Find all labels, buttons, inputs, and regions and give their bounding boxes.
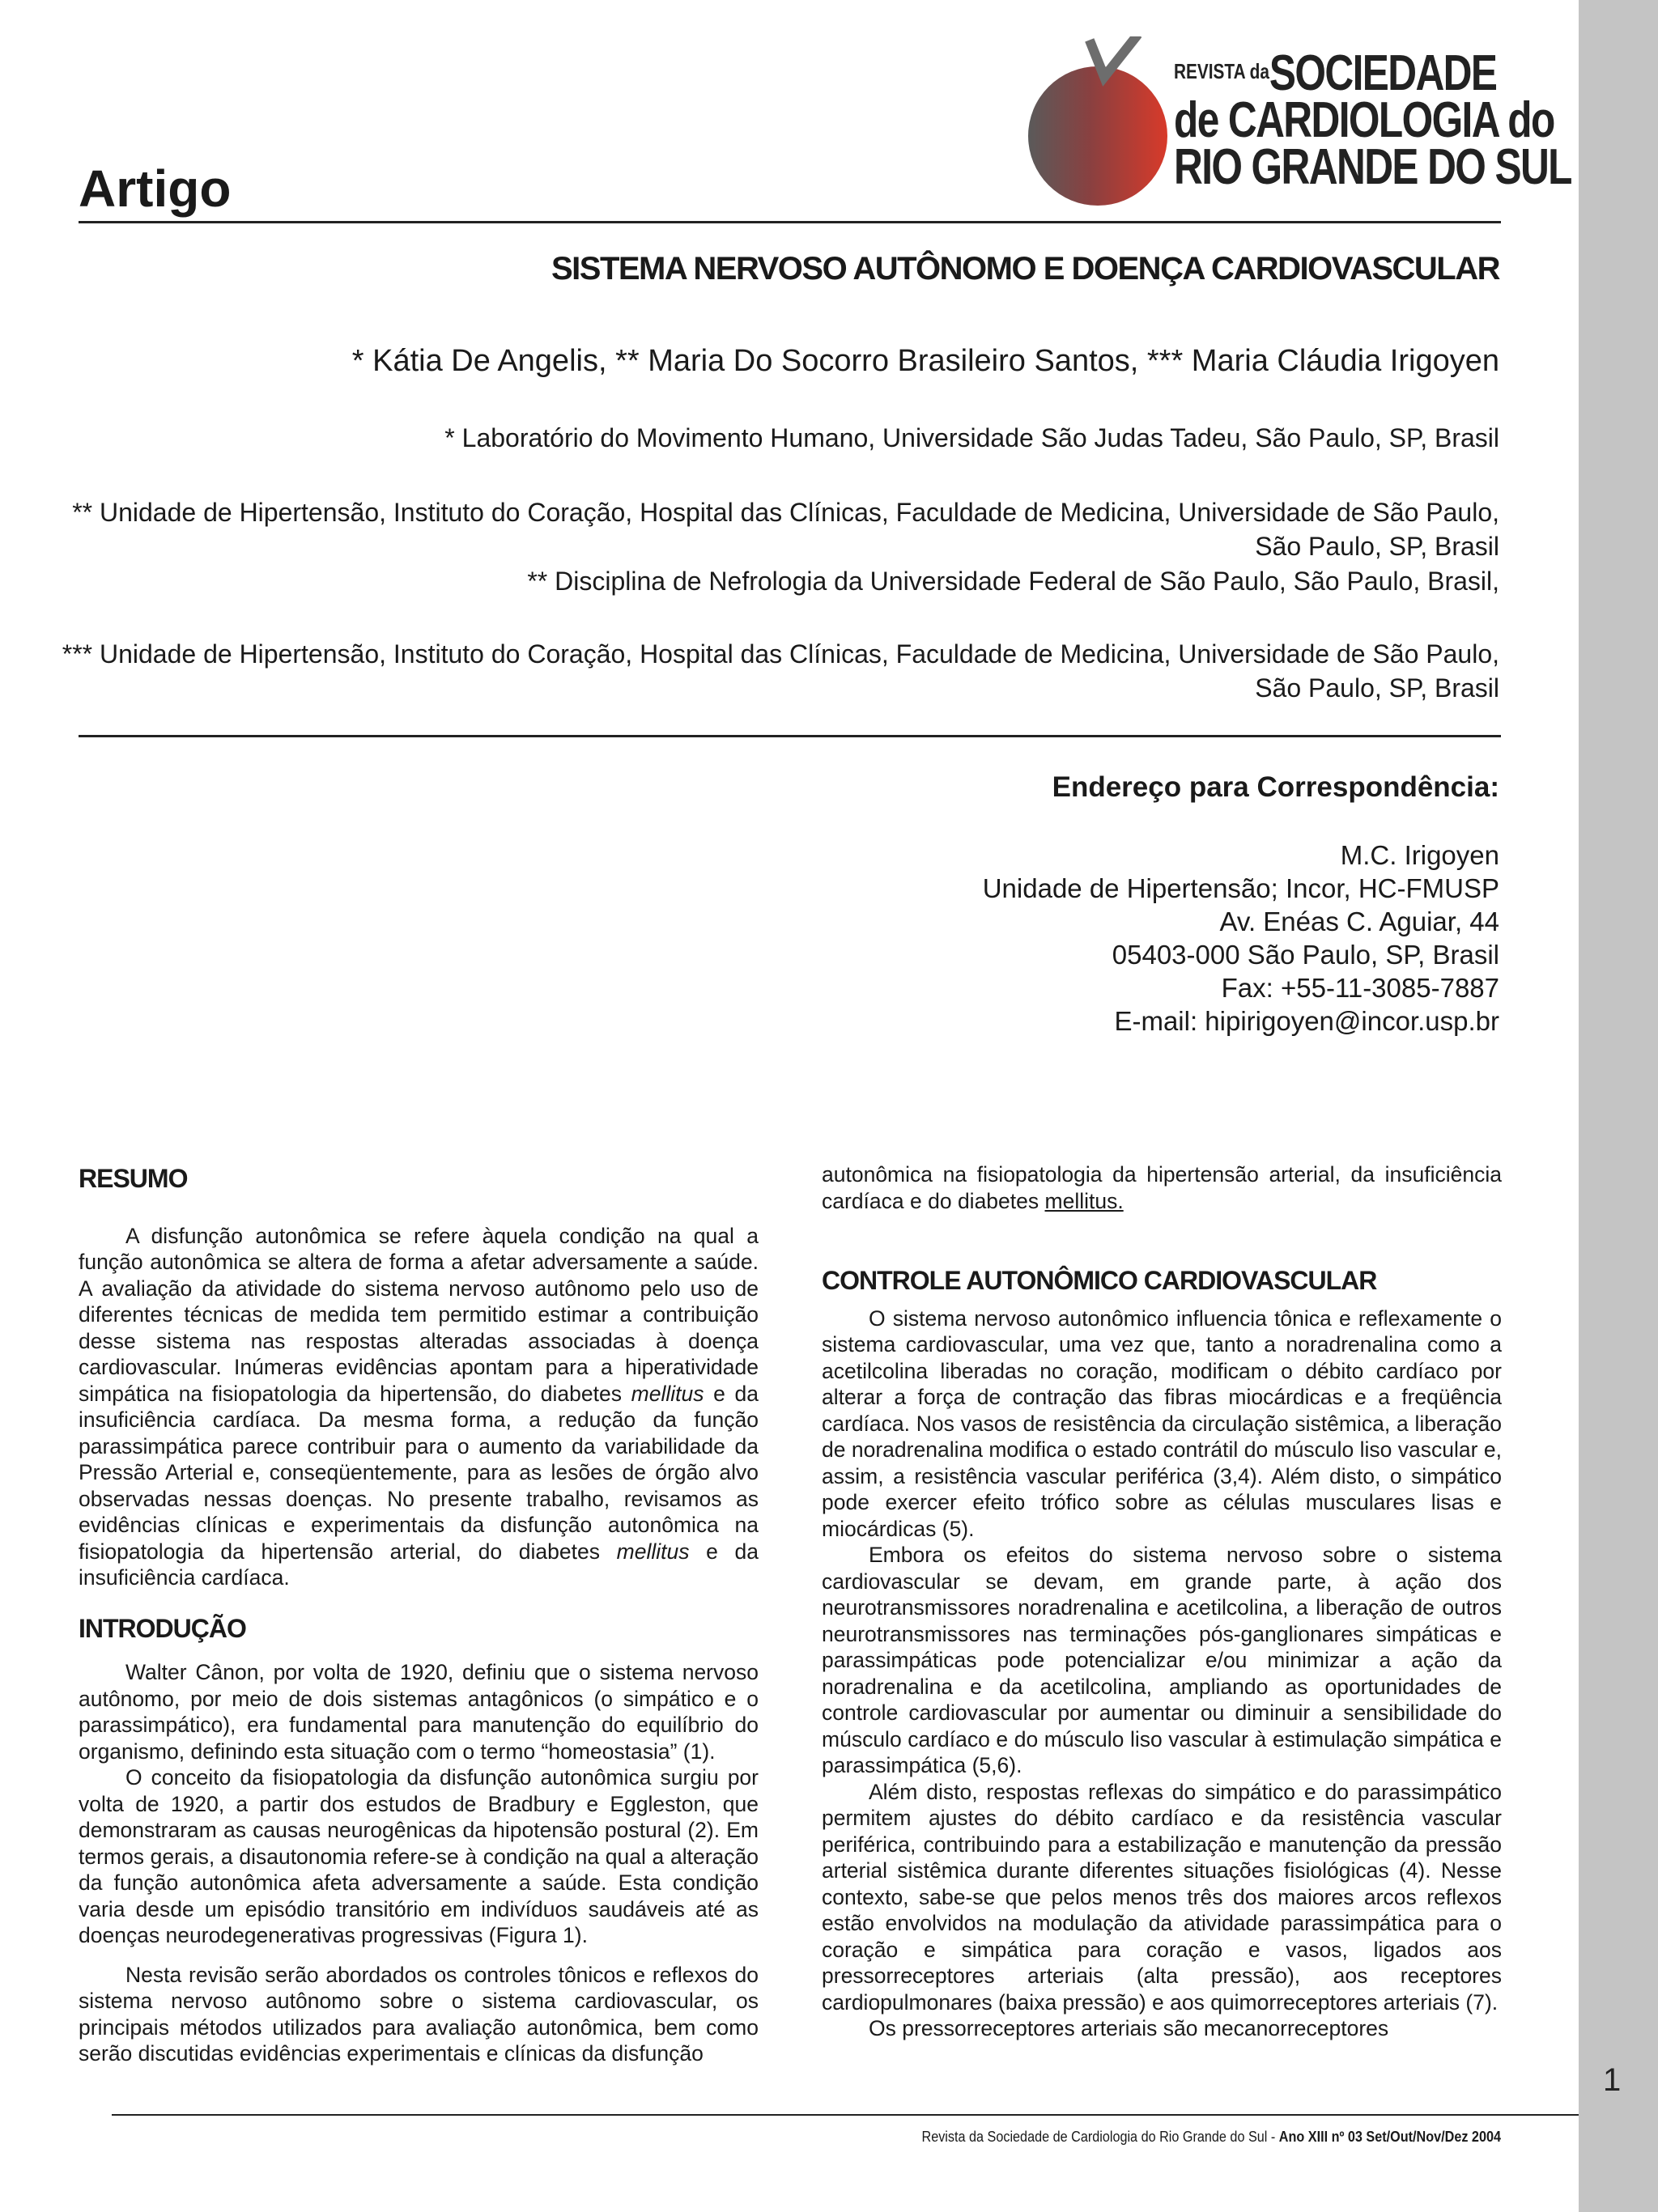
controle-heading: CONTROLE AUTONÔMICO CARDIOVASCULAR: [822, 1266, 1377, 1295]
introducao-paragraph-1: Walter Cânon, por volta de 1920, definiu que o sistema nervoso autônomo, por meio de dois sistemas antagônicos (o simpático e o parassimpático), era fundamental para manutenção do equilíbrio do organismo, definindo esta situação com o termo “homeostasia” (1).: [79, 1660, 759, 1764]
introducao-paragraph-3-continued: autonômica na fisiopatologia da hipertensão arterial, da insuficiência cardíaca e do diabetes mellitus.: [822, 1162, 1502, 1213]
logo-checkmark-icon: [1077, 36, 1141, 101]
affiliation-3: ** Disciplina de Nefrologia da Universidade Federal de São Paulo, São Paulo, Brasil,: [527, 567, 1499, 596]
affiliation-4: *** Unidade de Hipertensão, Instituto do Coração, Hospital das Clínicas, Faculdade de Medicina, Universidade de São Paulo, São Paulo, SP, Brasil: [62, 639, 1499, 703]
correspondence-email: E-mail: hipirigoyen@incor.usp.br: [1114, 1006, 1499, 1036]
footer-divider: [112, 2114, 1579, 2116]
correspondence-name: M.C. Irigoyen: [1340, 840, 1499, 870]
correspondence-address: [983, 839, 1499, 1038]
resumo-heading: RESUMO: [79, 1164, 188, 1193]
controle-paragraph-3: Além disto, respostas reflexas do simpático e do parassimpático permitem ajustes do débito cardíaco e da resistência vascular periférica, contribuindo para a estabilização e manutenção da pressão arterial sistêmica durante diferentes situações fisiológicas (4). Nesse contexto, sabe-se que pelos menos três dos maiores arcos reflexos estão envolvidos na modulação da atividade parassimpática para o coração e simpática para coração e vasos, ligados aos pressorreceptores arteriais (alta pressão), aos receptores cardiopulmonares (baixa pressão) e aos quimorreceptores arteriais (7).: [822, 1779, 1502, 2015]
header-divider: [79, 221, 1501, 223]
affiliation-2: ** Unidade de Hipertensão, Instituto do Coração, Hospital das Clínicas, Faculdade de Medicina, Universidade de São Paulo, São Paulo, SP, Brasil: [72, 498, 1499, 561]
article-title: SISTEMA NERVOSO AUTÔNOMO E DOENÇA CARDIOVASCULAR: [551, 251, 1499, 287]
page-number: 1: [1603, 2062, 1622, 2098]
introducao-paragraph-3: Nesta revisão serão abordados os controles tônicos e reflexos do sistema nervoso autônomo sobre o sistema cardiovascular, os principais métodos utilizados para avaliação autonômica, bem como serão discutidas evidências experimentais e clínicas da disfunção: [79, 1962, 759, 2066]
logo-line2: de CARDIOLOGIA do: [1174, 92, 1554, 148]
logo-line1-small: REVISTA da: [1174, 59, 1269, 83]
controle-paragraph-2: Embora os efeitos do sistema nervoso sobre o sistema cardiovascular se devam, em grande parte, à ação dos neurotransmissores noradrenalina e acetilcolina, a liberação de outros neurotransmissores nas terminações pós-ganglionares simpáticas e parassimpáticas pode potencializar e/ou minimizar a ação da noradrenalina e da acetilcolina, ampliando as oportunidades de controle cardiovascular por aumentar ou diminuir a sensibilidade do músculo cardíaco e do músculo liso vascular à estimulação simpática e parassimpática (5,6).: [822, 1543, 1502, 1777]
logo-wordmark: [1174, 45, 1658, 195]
article-authors: * Kátia De Angelis, ** Maria Do Socorro Brasileiro Santos, *** Maria Cláudia Irigoyen: [351, 344, 1499, 378]
gray-margin-strip: [1579, 0, 1658, 2212]
correspondence-unit: Unidade de Hipertensão; Incor, HC-FMUSP: [982, 873, 1499, 903]
logo-line3: RIO GRANDE DO SUL: [1174, 139, 1571, 195]
correspondence-city: 05403-000 São Paulo, SP, Brasil: [1112, 940, 1499, 970]
logo-line1-big: SOCIEDADE: [1269, 45, 1497, 101]
resumo-paragraph: A disfunção autonômica se refere àquela condição na qual a função autonômica se altera de forma a afetar adversamente a saúde. A avaliação da atividade do sistema nervoso autônomo pelo uso de diferentes técnicas de medida tem permitido estimar a contribuição desse sistema nas respostas alteradas associadas à doença cardiovascular. Inúmeras evidências apontam para a hiperatividade simpática na fisiopatologia da hipertensão, do diabetes mellitus e da insuficiência cardíaca. Da mesma forma, a redução da função parassimpática parece contribuir para o aumento da variabilidade da Pressão Arterial e, conseqüentemente, para as lesões de órgão alvo observadas nessas doenças. No presente trabalho, revisamos as evidências clínicas e experimentais da disfunção autonômica na fisiopatologia da hipertensão arterial, do diabetes mellitus e da insuficiência cardíaca.: [79, 1223, 759, 1590]
introducao-paragraph-2: O conceito da fisiopatologia da disfunção autonômica surgiu por volta de 1920, a partir dos estudos de Bradbury e Eggleston, que demonstraram as causas neurogênicas da hipotensão postural (2). Em termos gerais, a disautonomia refere-se à condição na qual a alteração da função autonômica afeta adversamente a saúde. Esta condição varia desde um episódio transitório em indivíduos saudáveis até as doenças neurodegenerativas progressivas (Figura 1).: [79, 1765, 759, 1947]
left-column: [79, 1165, 759, 2067]
introducao-heading: INTRODUÇÃO: [79, 1613, 246, 1643]
journal-logo: [1028, 32, 1571, 195]
affiliations-divider: [79, 735, 1501, 737]
footer-citation: Revista da Sociedade de Cardiologia do Rio Grande do Sul - Ano XIII nº 03 Set/Out/Nov/Dez 2004: [921, 2129, 1501, 2145]
correspondence-fax: Fax: +55-11-3085-7887: [1221, 973, 1499, 1003]
correspondence-title: Endereço para Correspondência:: [1052, 771, 1499, 803]
right-column: [822, 1161, 1502, 2042]
section-label: Artigo: [79, 159, 232, 218]
controle-paragraph-4: Os pressorreceptores arteriais são mecanorreceptores: [869, 2016, 1389, 2040]
correspondence-street: Av. Enéas C. Aguiar, 44: [1219, 906, 1499, 936]
affiliation-1: * Laboratório do Movimento Humano, Universidade São Judas Tadeu, São Paulo, SP, Brasil: [444, 423, 1499, 452]
controle-paragraph-1: O sistema nervoso autonômico influencia tônica e reflexamente o sistema cardiovascular, uma vez que, tanto a noradrenalina como a acetilcolina liberadas no coração, modificam o débito cardíaco por alterar a força de contração das fibras miocárdicas e a freqüência cardíaca. Nos vasos de resistência da circulação sistêmica, a liberação de noradrenalina modifica o estado contrátil do músculo liso vascular e, assim, a resistência vascular periférica (3,4). Além disto, o simpático pode exercer efeito trófico sobre as células musculares lisas e miocárdicas (5).: [822, 1306, 1502, 1541]
